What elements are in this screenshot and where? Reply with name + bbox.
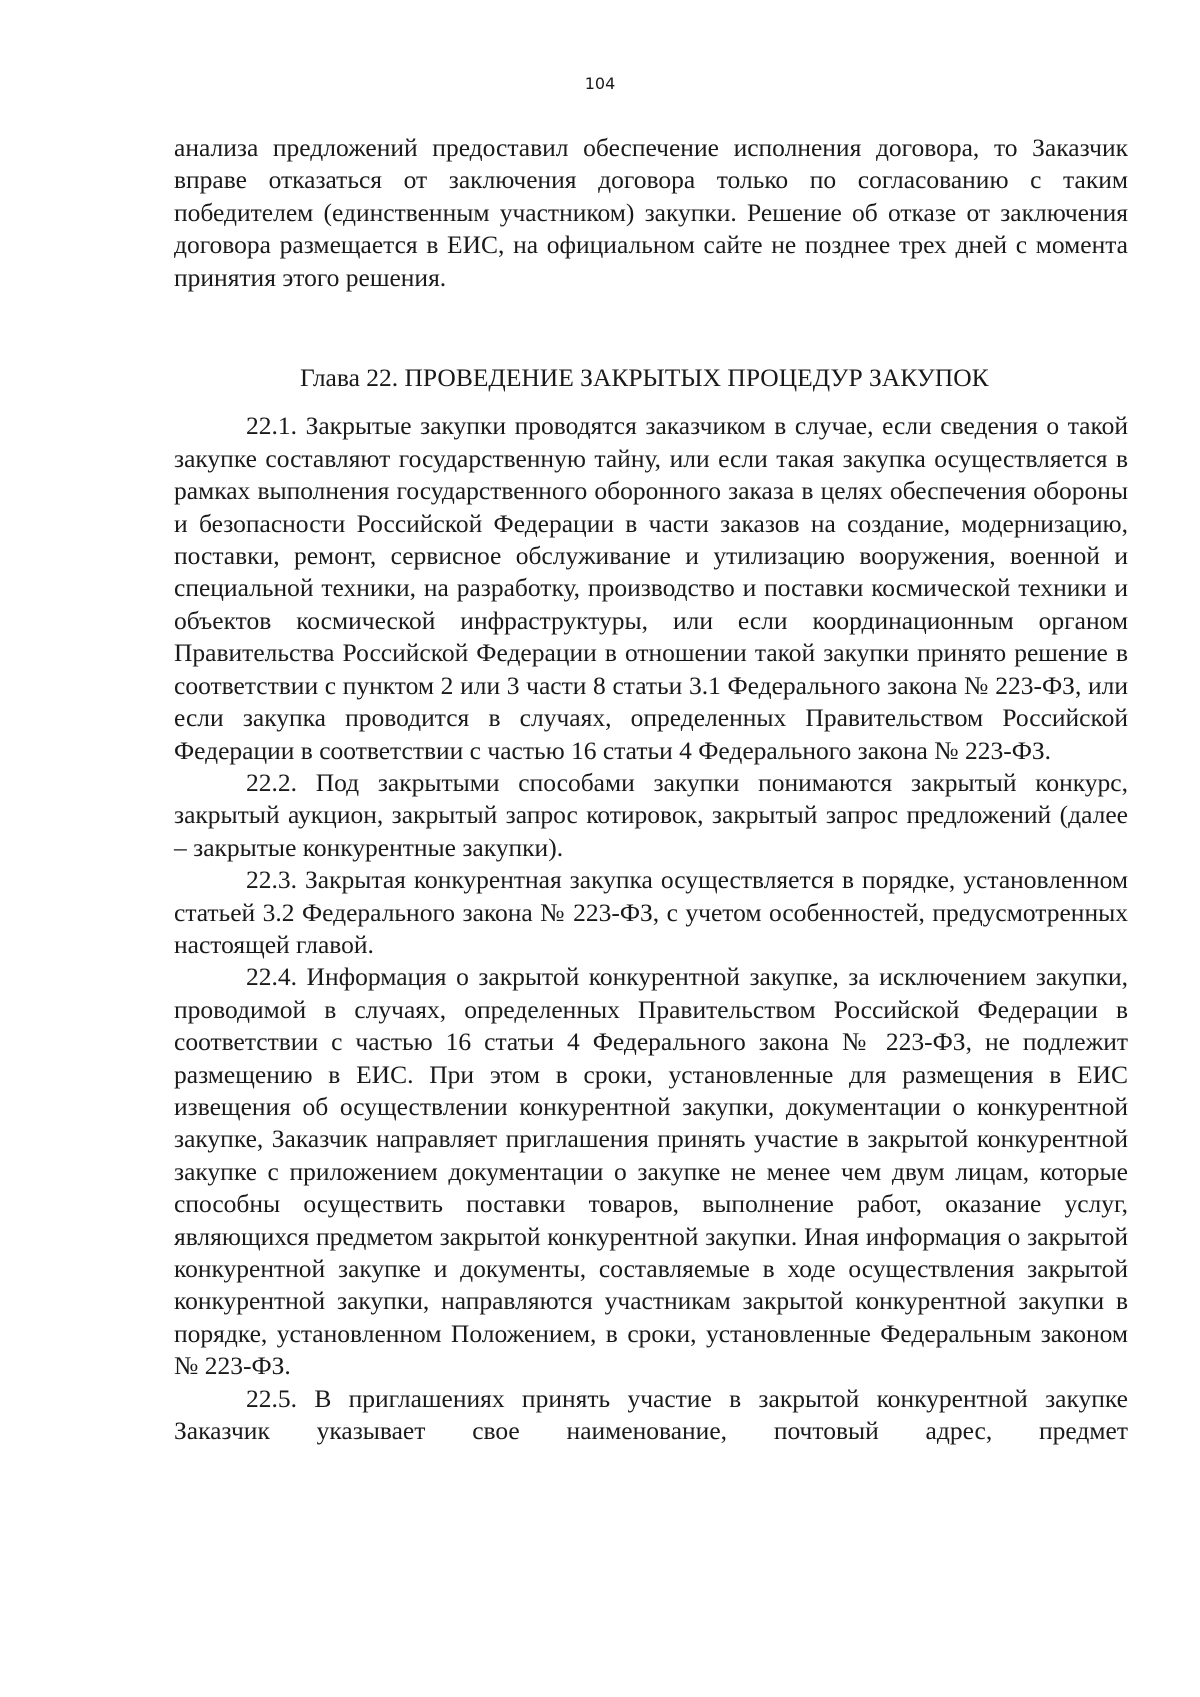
continued-paragraph: анализа предложений предоставил обеспечение исполнения договора, то Заказчик вправе отказаться от заключения договора только по согласованию с таким победителем (единственным участником) закупки. Решение об отказе от заключения договора размещается в ЕИС, на официальном сайте не позднее трех дней с момента принятия этого решения.: [174, 133, 1128, 292]
document-body: [174, 132, 1128, 1447]
clause-22-2: 22.2. Под закрытыми способами закупки понимаются закрытый конкурс, закрытый аукцион, закрытый запрос котировок, закрытый запрос предложений (далее – закрытые конкурентные закупки).: [174, 767, 1128, 862]
clause-22-5: 22.5. В приглашениях принять участие в закрытой конкурентной закупке Заказчик указывает свое наименование, почтовый адрес, предмет: [174, 1383, 1128, 1446]
chapter-heading: Глава 22. ПРОВЕДЕНИЕ ЗАКРЫТЫХ ПРОЦЕДУР ЗАКУПОК: [300, 363, 989, 393]
clause-22-4: 22.4. Информация о закрытой конкурентной закупке, за исключением закупки, проводимой в случаях, определенных Правительством Российской Федерации в соответствии с частью 16 статьи 4 Федерального закона № 223-ФЗ, не подлежит размещению в ЕИС. При этом в сроки, установленные для размещения в ЕИС извещения об осуществлении конкурентной закупки, документации о конкурентной закупке, Заказчик направляет приглашения принять участие в закрытой конкурентной закупке с приложением документации о закупке не менее чем двум лицам, которые способны осуществить поставки товаров, выполнение работ, оказание услуг, являющихся предметом закрытой конкурентной закупки. Иная информация о закрытой конкурентной закупке и документы, составляемые в ходе осуществления закрытой конкурентной закупки, направляются участникам закрытой конкурентной закупки в порядке, установленном Положением, в сроки, установленные Федеральным законом № 223-ФЗ.: [174, 962, 1128, 1381]
page-number: 104: [584, 74, 616, 93]
clause-22-1: 22.1. Закрытые закупки проводятся заказчиком в случае, если сведения о такой закупке составляют государственную тайну, или если такая закупка осуществляется в рамках выполнения государственного оборонного заказа в целях обеспечения обороны и безопасности Российской Федерации в части заказов на создание, модернизацию, поставки, ремонт, сервисное обслуживание и утилизацию вооружения, военной и специальной техники, на разработку, производство и поставки космической техники и объектов космической инфраструктуры, или если координационным органом Правительства Российской Федерации в отношении такой закупки принято решение в соответствии с пунктом 2 или 3 части 8 статьи 3.1 Федерального закона № 223-ФЗ, или если закупка проводится в случаях, определенных Правительством Российской Федерации в соответствии с частью 16 статьи 4 Федерального закона № 223-ФЗ.: [174, 411, 1128, 765]
clause-22-3: 22.3. Закрытая конкурентная закупка осуществляется в порядке, установленном статьей 3.2 Федерального закона № 223-ФЗ, с учетом особенностей, предусмотренных настоящей главой.: [174, 865, 1128, 959]
